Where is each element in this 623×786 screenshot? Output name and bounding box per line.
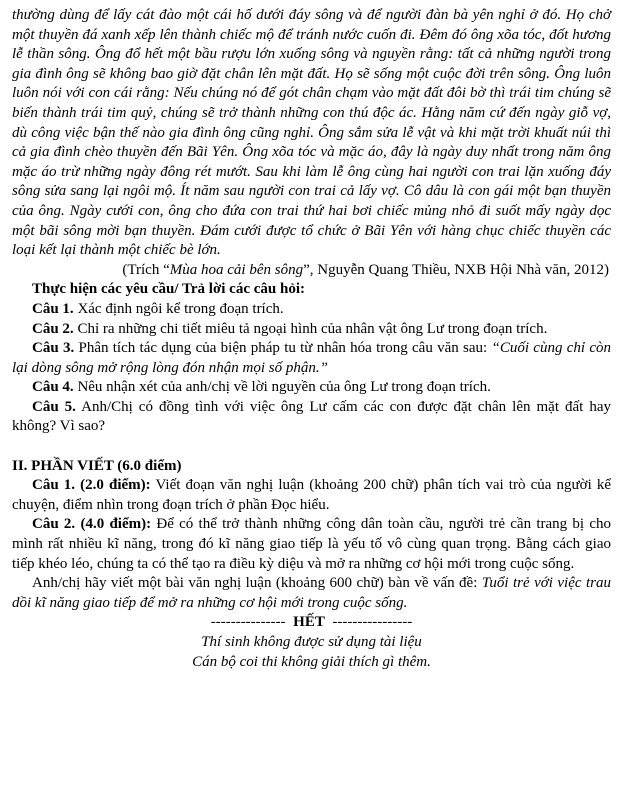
question-4: [12, 378, 611, 398]
end-dashes-right: ----------------: [332, 614, 413, 631]
question-3: [12, 339, 611, 378]
source-prefix: (Trích “: [122, 261, 170, 278]
writing-question-2: [12, 515, 611, 574]
question-2-label: Câu 2.: [32, 320, 74, 337]
question-1: [12, 300, 611, 320]
question-3-label: Câu 3.: [32, 340, 75, 357]
reading-instruction: Thực hiện các yêu cầu/ Trả lời các câu hỏi:: [32, 281, 305, 298]
section-spacer: [12, 437, 611, 457]
writing-heading: II. PHẦN VIẾT (6.0 điểm): [12, 457, 182, 474]
writing-question-2-text: Để có thể trở thành những công dân toàn cầu, người trẻ cần trang bị cho mình rất nhiều kĩ năng, trong đó kĩ năng giao tiếp là yếu tố vô cùng quan trọng. Bằng cách giao tiếp khéo léo, chúng ta có thể tạo ra điều kỳ diệu và mở ra những cơ hội mới trong cuộc sống.: [12, 516, 611, 572]
excerpt-paragraph: thường dùng để lấy cát đào một cái hố dưới đáy sông và để người đàn bà yên nghỉ ở đó. Họ chở một thuyền đá xanh xếp lên thành chiếc mộ để tránh nước cuốn đi. Đêm đó ông xõa tóc, đốt hương lễ thần sông. Ông đổ hết một bầu rượu lớn xuống sông và nguyền rằng: tất cả những người trong gia đình ông sẽ không bao giờ đặt chân lên mặt đất. Họ sẽ sống một cuộc đời trên sông. Ông luôn luôn nói với con cái rằng: Nếu chúng nó để gót chân chạm vào mặt đất đôi bờ thì trái tim chúng sẽ biến thành trái tim quỷ, chúng sẽ trở thành những con thú độc ác. Hằng năm cứ đến ngày giỗ vợ, dù công việc bận thế nào gia đình ông cũng nghỉ. Ông sắm sửa lễ vật và khi mặt trời khuất núi thì cả gia đình chèo thuyền đến Bãi Yên. Ông xõa tóc và mặc áo, đây là ngày duy nhất trong năm ông mặc áo trừ những ngày đông rét mướt. Sau khi làm lễ ông cùng hai người con trai lặn xuống đáy sông sửa sang lại ngôi mộ. Ít năm sau người con trai cả lấy vợ. Cô dâu là con gái một bạn thuyền của ông. Ngày cưới con, ông cho đứa con trai thứ hai bơi chiếc mủng nhỏ đi suốt mấy ngày dọc một bãi sông mời bạn thuyền. Đám cưới được tổ chức ở Bãi Yên với hàng chục chiếc thuyền các loại kết lại thành một chiếc bè lớn.: [12, 7, 611, 259]
question-2: [12, 320, 611, 340]
end-word: HẾT: [293, 614, 325, 631]
question-1-label: Câu 1.: [32, 300, 74, 317]
question-5-label: Câu 5.: [32, 398, 76, 415]
question-3-quote: “Cuối cùng chỉ còn lại dòng sông mở rộng lòng đón nhận mọi số phận.”: [12, 340, 611, 376]
end-dashes-left: ---------------: [210, 614, 286, 631]
writing-question-2-label: Câu 2. (4.0 điểm):: [32, 516, 152, 533]
question-5: [12, 398, 611, 437]
footer-note-2: Cán bộ coi thi không giải thích gì thêm.: [192, 653, 431, 670]
writing-question-2-task: [12, 574, 611, 613]
writing-topic: Tuổi trẻ với việc trau dồi kĩ năng giao tiếp để mở ra những cơ hội mới trong cuộc sống.: [12, 575, 611, 611]
question-3-text: Phân tích tác dụng của biện pháp tu từ nhân hóa trong câu văn sau:: [74, 340, 492, 357]
writing-question-1-label: Câu 1. (2.0 điểm):: [32, 477, 151, 494]
writing-question-1-text: Viết đoạn văn nghị luận (khoảng 200 chữ) phân tích vai trò của người kể chuyện, điểm nhìn trong đoạn trích ở phần Đọc hiểu.: [12, 477, 611, 513]
question-5-text: Anh/Chị có đồng tình với việc ông Lư cấm các con được đặt chân lên mặt đất hay không? Vì sao?: [12, 398, 611, 435]
source-suffix: ”, Nguyễn Quang Thiều, NXB Hội Nhà văn, 2012): [303, 261, 609, 278]
writing-question-1: [12, 476, 611, 515]
question-1-text: Xác định ngôi kể trong đoạn trích.: [73, 300, 284, 317]
writing-task-text: Anh/chị hãy viết một bài văn nghị luận (khoảng 600 chữ) bàn về vấn đề:: [32, 575, 482, 592]
excerpt-source: [12, 261, 611, 281]
question-2-text: Chỉ ra những chi tiết miêu tả ngoại hình của nhân vật ông Lư trong đoạn trích.: [73, 320, 548, 337]
end-marker: [12, 613, 611, 633]
footer-note-1: Thí sinh không được sử dụng tài liệu: [201, 634, 422, 650]
source-title: Mùa hoa cải bên sông: [169, 261, 304, 278]
question-4-label: Câu 4.: [32, 379, 74, 396]
question-4-text: Nêu nhận xét của anh/chị về lời nguyền của ông Lư trong đoạn trích.: [73, 379, 491, 396]
